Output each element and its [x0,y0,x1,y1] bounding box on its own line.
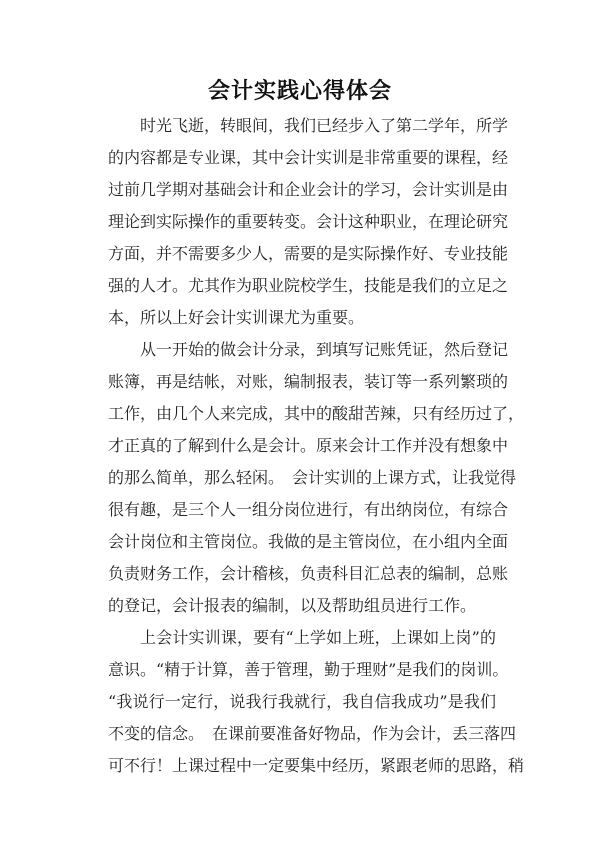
text-line: 本，所以上好会计实训课尤为重要。 [108,308,365,327]
text-line: 工作，由几个人来完成，其中的酸甜苦辣，只有经历过了， [108,404,525,423]
text-line: 上会计实训课，要有“上学如上班，上课如上岗”的 [140,628,496,647]
text-line: 时光飞逝，转眼间，我们已经步入了第二学年，所学 [140,116,509,135]
text-line: 理论到实际操作的重要转变。会计这种职业，在理论研究 [108,212,509,231]
text-line: 从一开始的做会计分录，到填写记账凭证，然后登记 [140,340,509,359]
text-line: 可不行！上课过程中一定要集中经历，紧跟老师的思路，稍 [108,756,525,775]
text-line: 会计岗位和主管岗位。我做的是主管岗位，在小组内全面 [108,532,509,551]
paragraph [108,622,525,782]
text-line: 才正真的了解到什么是会计。原来会计工作并没有想象中 [108,436,509,455]
paragraph [108,334,525,622]
text-line: 不变的信念。 在课前要准备好物品，作为会计，丢三落四 [108,724,517,743]
text-line: 负责财务工作，会计稽核，负责科目汇总表的编制，总账 [108,564,509,583]
text-line: 意识。“精于计算，善于管理，勤于理财”是我们的岗训。 [108,660,509,679]
text-line: 过前几学期对基础会计和企业会计的学习，会计实训是由 [108,180,509,199]
text-line: 的内容都是专业课，其中会计实训是非常重要的课程，经 [108,148,509,167]
document-body [108,110,525,782]
text-line: “我说行一定行，说我行我就行，我自信我成功”是我们 [108,692,496,711]
document-title: 会计实践心得体会 [207,78,392,104]
text-line: 的登记，会计报表的编制，以及帮助组员进行工作。 [108,596,477,615]
text-line: 账簿，再是结帐，对账，编制报表，装订等一系列繁琐的 [108,372,509,391]
text-line: 很有趣，是三个人一组分岗位进行，有出纳岗位，有综合 [108,500,509,519]
text-line: 方面，并不需要多少人，需要的是实际操作好、专业技能 [108,244,509,263]
paragraph [108,110,509,334]
text-line: 强的人才。尤其作为职业院校学生，技能是我们的立足之 [108,276,509,295]
text-line: 的那么简单，那么轻闲。 会计实训的上课方式，让我觉得 [108,468,517,487]
